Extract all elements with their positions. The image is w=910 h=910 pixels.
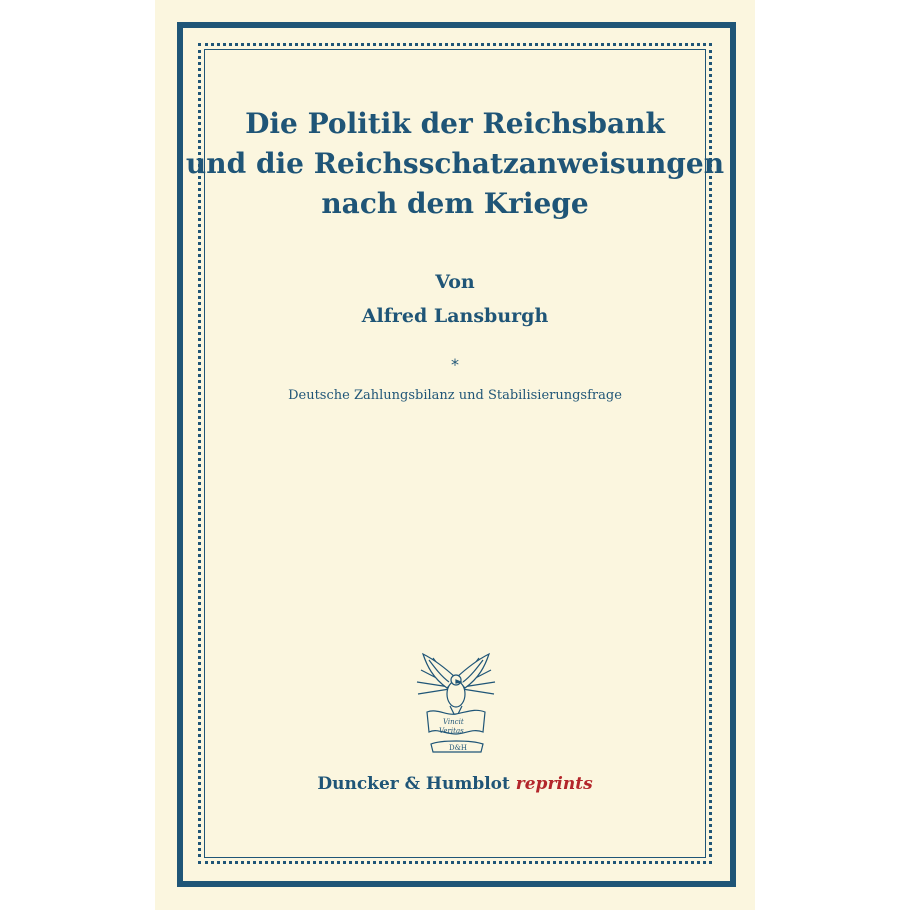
publisher-line bbox=[155, 774, 755, 794]
title-line-1: Die Politik der Reichsbank bbox=[245, 107, 665, 140]
logo-motto-1: Vincit bbox=[443, 718, 464, 726]
book-title bbox=[155, 104, 755, 224]
by-label: Von bbox=[435, 271, 475, 293]
series-subtitle: Deutsche Zahlungsbilanz und Stabilisierungsfrage bbox=[288, 388, 622, 403]
logo-initials: D&H bbox=[449, 744, 467, 752]
book-cover bbox=[155, 0, 755, 910]
title-line-2: und die Reichsschatzanweisungen bbox=[185, 147, 725, 180]
logo-motto-2: Veritas bbox=[439, 727, 464, 735]
eagle-emblem-icon bbox=[413, 648, 499, 754]
publisher-name: Duncker & Humblot bbox=[317, 774, 510, 794]
star-ornament-icon: * bbox=[451, 355, 459, 374]
author-name: Alfred Lansburgh bbox=[361, 305, 549, 327]
title-line-3: nach dem Kriege bbox=[321, 187, 589, 220]
publisher-reprints: reprints bbox=[515, 774, 593, 794]
